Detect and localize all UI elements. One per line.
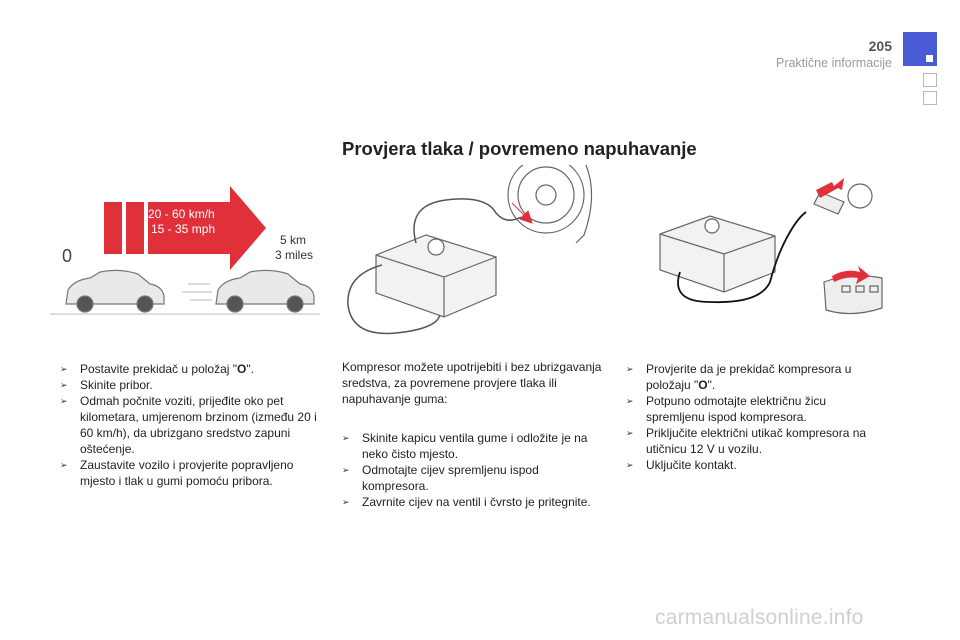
compressor-tyre-illustration (336, 165, 606, 340)
middle-step-list (342, 430, 604, 510)
list-item (60, 361, 325, 377)
right-step-list (626, 361, 888, 473)
right-column (626, 361, 888, 473)
list-item: ➢ Skinite kapicu ventila gume i odložite je na neko čisto mjesto. (342, 430, 604, 462)
list-item: ➢ Priključite električni utikač kompresora na utičnicu 12 V u vozilu. (626, 425, 888, 457)
chapter-tab[interactable] (903, 32, 937, 66)
watermark: carmanualsonline.info (655, 606, 864, 629)
distance-miles-label: 3 miles (275, 248, 314, 262)
step-text: Provjerite da je prekidač kompresora u položaju " (646, 362, 852, 392)
step-text: ". (246, 362, 254, 376)
plug-socket-illustration (620, 172, 890, 342)
list-item: ➢ Potpuno odmotajte električnu žicu spremljenu ispod kompresora. (626, 393, 888, 425)
switch-position: O (237, 362, 247, 376)
speed-bar (104, 202, 122, 254)
step-text: ". (707, 378, 716, 392)
speed-kmh-label: 20 - 60 km/h (148, 207, 215, 221)
list-item: ➢ Zaustavite vozilo i provjerite popravljeno mjesto i tlak u gumi pomoću pribora. (60, 457, 325, 489)
distance-km-label: 5 km (280, 233, 307, 247)
page-heading: Provjera tlaka / povremeno napuhavanje (342, 138, 697, 159)
chapter-tab-empty[interactable] (923, 91, 937, 105)
chapter-tab-empty[interactable] (923, 73, 937, 87)
start-label: 0 (62, 246, 73, 266)
left-step-list (60, 361, 325, 489)
list-item: ➢ Odmah počnite voziti, prijeđite oko pet kilometara, umjerenom brzinom (između 20 i 60 km/h), da ubrizgano sredstvo zapuni oštećenje. (60, 393, 325, 457)
step-text: Postavite prekidač u položaj " (80, 362, 238, 376)
list-item (626, 361, 888, 393)
list-item: ➢ Odmotajte cijev spremljenu ispod kompresora. (342, 462, 604, 494)
page-number: 205 (868, 38, 892, 54)
speed-mph-label: 15 - 35 mph (151, 222, 216, 236)
intro-paragraph: Kompresor možete upotrijebiti i bez ubrizgavanja sredstva, za povremene provjere tlaka ili napuhavanje guma: (342, 360, 602, 406)
speed-bar (126, 202, 144, 254)
list-item: ➢ Zavrnite cijev na ventil i čvrsto je pritegnite. (342, 494, 604, 510)
list-item: ➢ Uključite kontakt. (626, 457, 888, 473)
left-column (60, 361, 325, 489)
section-title: Praktične informacije (775, 56, 892, 70)
speed-distance-illustration (50, 180, 325, 320)
chapter-tab-marker (926, 55, 933, 62)
switch-position: O (698, 378, 708, 392)
middle-column (342, 359, 604, 510)
list-item: ➢ Skinite pribor. (60, 377, 325, 393)
